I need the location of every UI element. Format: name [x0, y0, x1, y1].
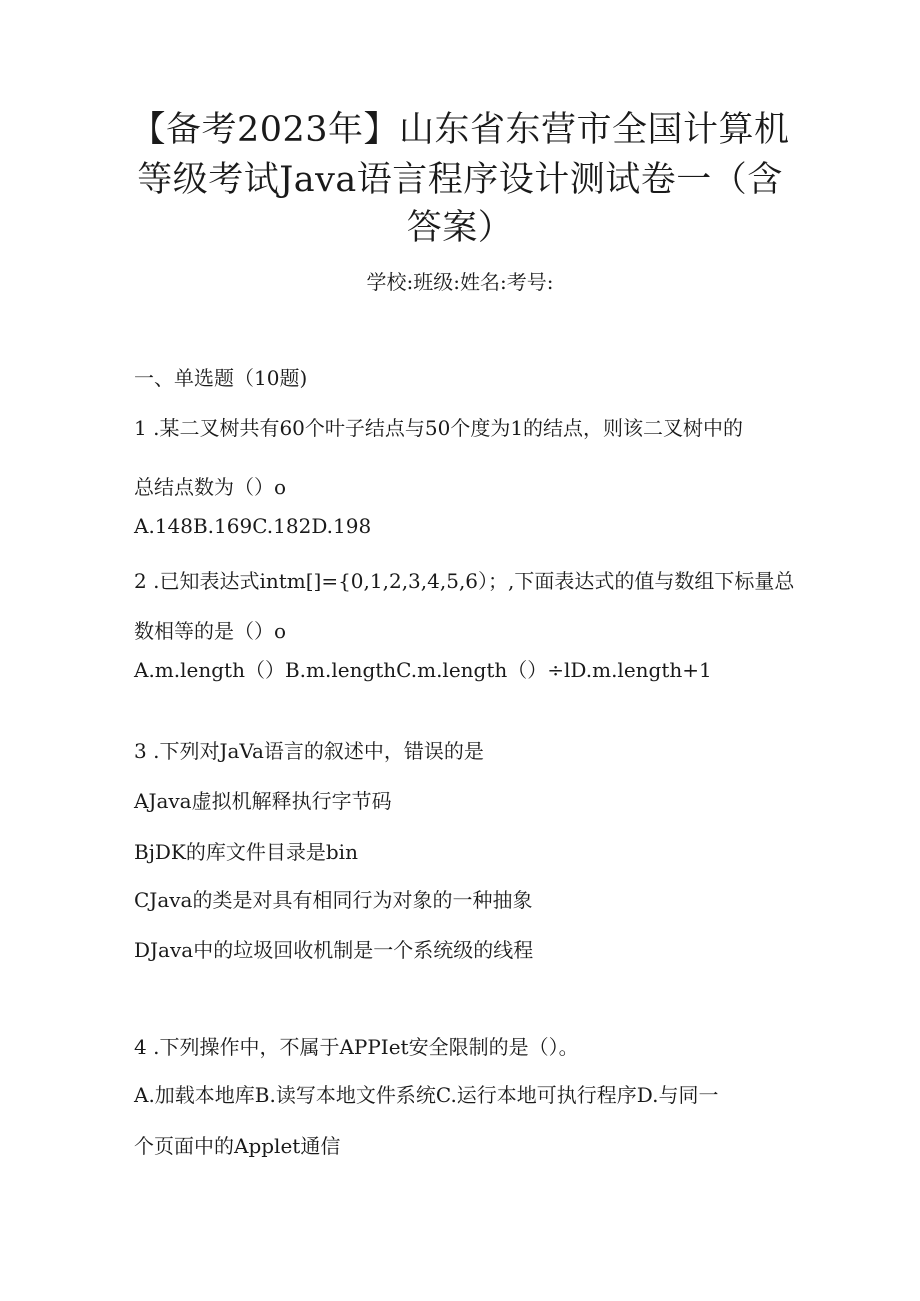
question-2-stem-line-2: 数相等的是（）o — [134, 619, 287, 643]
section-heading: 一、单选题（10题) — [134, 366, 308, 390]
question-1-options: A.148B.169C.182D.198 — [134, 514, 372, 538]
question-3-option-b: BjDK的库文件目录是bin — [134, 840, 358, 864]
document-title-line-3: 答案） — [406, 208, 514, 248]
question-1-stem-line-2: 总结点数为（）o — [134, 475, 287, 499]
document-title-line-1: 【备考2023年】山东省东营市全国计算机 — [130, 110, 790, 150]
question-3-option-a: AJava虚拟机解释执行字节码 — [134, 789, 392, 813]
question-4-options-line-2: 个页面中的Applet通信 — [134, 1134, 341, 1158]
question-3-option-c: CJava的类是对具有相同行为对象的一种抽象 — [134, 888, 533, 912]
question-3-option-d: DJava中的垃圾回收机制是一个系统级的线程 — [134, 938, 534, 962]
question-3-stem-line-1: 3 .下列对JaVa语言的叙述中，错误的是 — [134, 739, 484, 763]
question-4-options-line-1: A.加载本地库B.读写本地文件系统C.运行本地可执行程序D.与同一 — [134, 1083, 719, 1107]
question-2-options: A.m.length（）B.m.lengthC.m.length（）÷lD.m.length+1 — [134, 658, 712, 682]
question-4-stem-line-1: 4 .下列操作中，不属于APPIet安全限制的是（）。 — [134, 1035, 579, 1059]
question-2-stem-line-1: 2 .已知表达式intm[]={0,1,2,3,4,5,6）；,下面表达式的值与数组下标量总 — [134, 569, 795, 593]
student-info-line: 学校:班级:姓名:考号: — [366, 270, 554, 294]
question-1-stem-line-1: 1 .某二叉树共有60个叶子结点与50个度为1的结点，则该二叉树中的 — [134, 416, 744, 440]
document-title-line-2: 等级考试Java语言程序设计测试卷一（含 — [137, 160, 783, 200]
